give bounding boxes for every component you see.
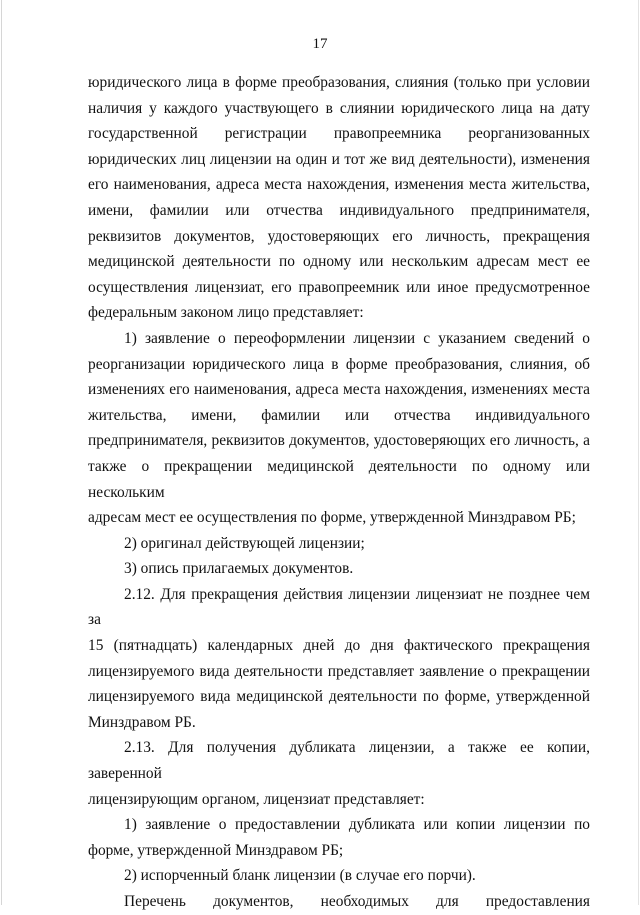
text-line: федеральным законом лицо представляет: [88, 304, 364, 322]
text-line: 2) оригинал действующей лицензии; [124, 534, 365, 552]
paragraph-3 [88, 531, 590, 557]
paragraph-1 [88, 70, 590, 326]
text-line: также о прекращении медицинской деятельности по одному или нескольким [88, 457, 590, 501]
paragraph-2 [88, 326, 590, 531]
text-line: предпринимателя, реквизитов документов, удостоверяющих его личность, а [88, 432, 590, 450]
text-line: осуществления лицензиат, его правопреемник или иное предусмотренное [88, 278, 590, 296]
text-line: лицензируемого вида деятельности представляет заявление о прекращении [88, 662, 590, 680]
paragraph-7 [88, 812, 590, 863]
text-line: его наименования, адреса места нахождения, изменения места жительства, [88, 176, 590, 194]
text-line: изменениях его наименования, адреса места нахождения, изменениях места [88, 381, 590, 399]
text-line: юридических лиц лицензии на один и тот же вид деятельности), изменения [88, 150, 590, 168]
scan-edge-right [638, 0, 639, 905]
text-line: Перечень документов, необходимых для предоставления [124, 893, 590, 910]
text-line: 1) заявление о переоформлении лицензии с указанием сведений о [124, 329, 590, 347]
text-line: 15 (пятнадцать) календарных дней до дня фактического прекращения [88, 637, 590, 655]
paragraph-6 [88, 735, 590, 812]
text-line: 2.12. Для прекращения действия лицензии лицензиат не позднее чем за [88, 585, 590, 629]
text-line: юридического лица в форме преобразования, слияния (только при условии [88, 74, 590, 91]
paragraph-9 [88, 889, 590, 915]
text-line: жительства, имени, фамилии или отчества индивидуального [88, 406, 590, 424]
paragraph-8 [88, 863, 590, 889]
text-line: реквизитов документов, удостоверяющих его личность, прекращения [88, 227, 590, 245]
text-line: реорганизации юридического лица в форме преобразования, слияния, об [88, 355, 590, 373]
paragraph-4 [88, 556, 590, 582]
text-line: наличия у каждого участвующего в слиянии юридического лица на дату [88, 99, 590, 117]
text-line: 2.13. Для получения дубликата лицензии, а также ее копии, заверенной [88, 739, 590, 783]
text-line: лицензирующим органом, лицензиат представляет: [88, 790, 425, 808]
text-line: медицинской деятельности по одному или нескольким адресам мест ее [88, 253, 590, 271]
text-line: адресам мест ее осуществления по форме, утвержденной Минздравом РБ; [88, 509, 576, 527]
text-line: 1) заявление о предоставлении дубликата или копии лицензии по [124, 816, 590, 834]
document-body [88, 70, 590, 915]
text-line: 3) опись прилагаемых документов. [124, 560, 354, 578]
text-line: форме, утвержденной Минздравом РБ; [88, 841, 344, 859]
text-line: 2) испорченный бланк лицензии (в случае его порчи). [124, 867, 476, 885]
text-line: Минздравом РБ. [88, 713, 196, 731]
paragraph-5 [88, 582, 590, 736]
text-line: лицензируемого вида медицинской деятельности по форме, утвержденной [88, 688, 590, 706]
text-line: имени, фамилии или отчества индивидуального предпринимателя, [88, 201, 590, 219]
scan-edge-left [1, 0, 2, 905]
page-number: 17 [312, 36, 328, 52]
text-line: государственной регистрации правопреемника реорганизованных [88, 125, 590, 143]
